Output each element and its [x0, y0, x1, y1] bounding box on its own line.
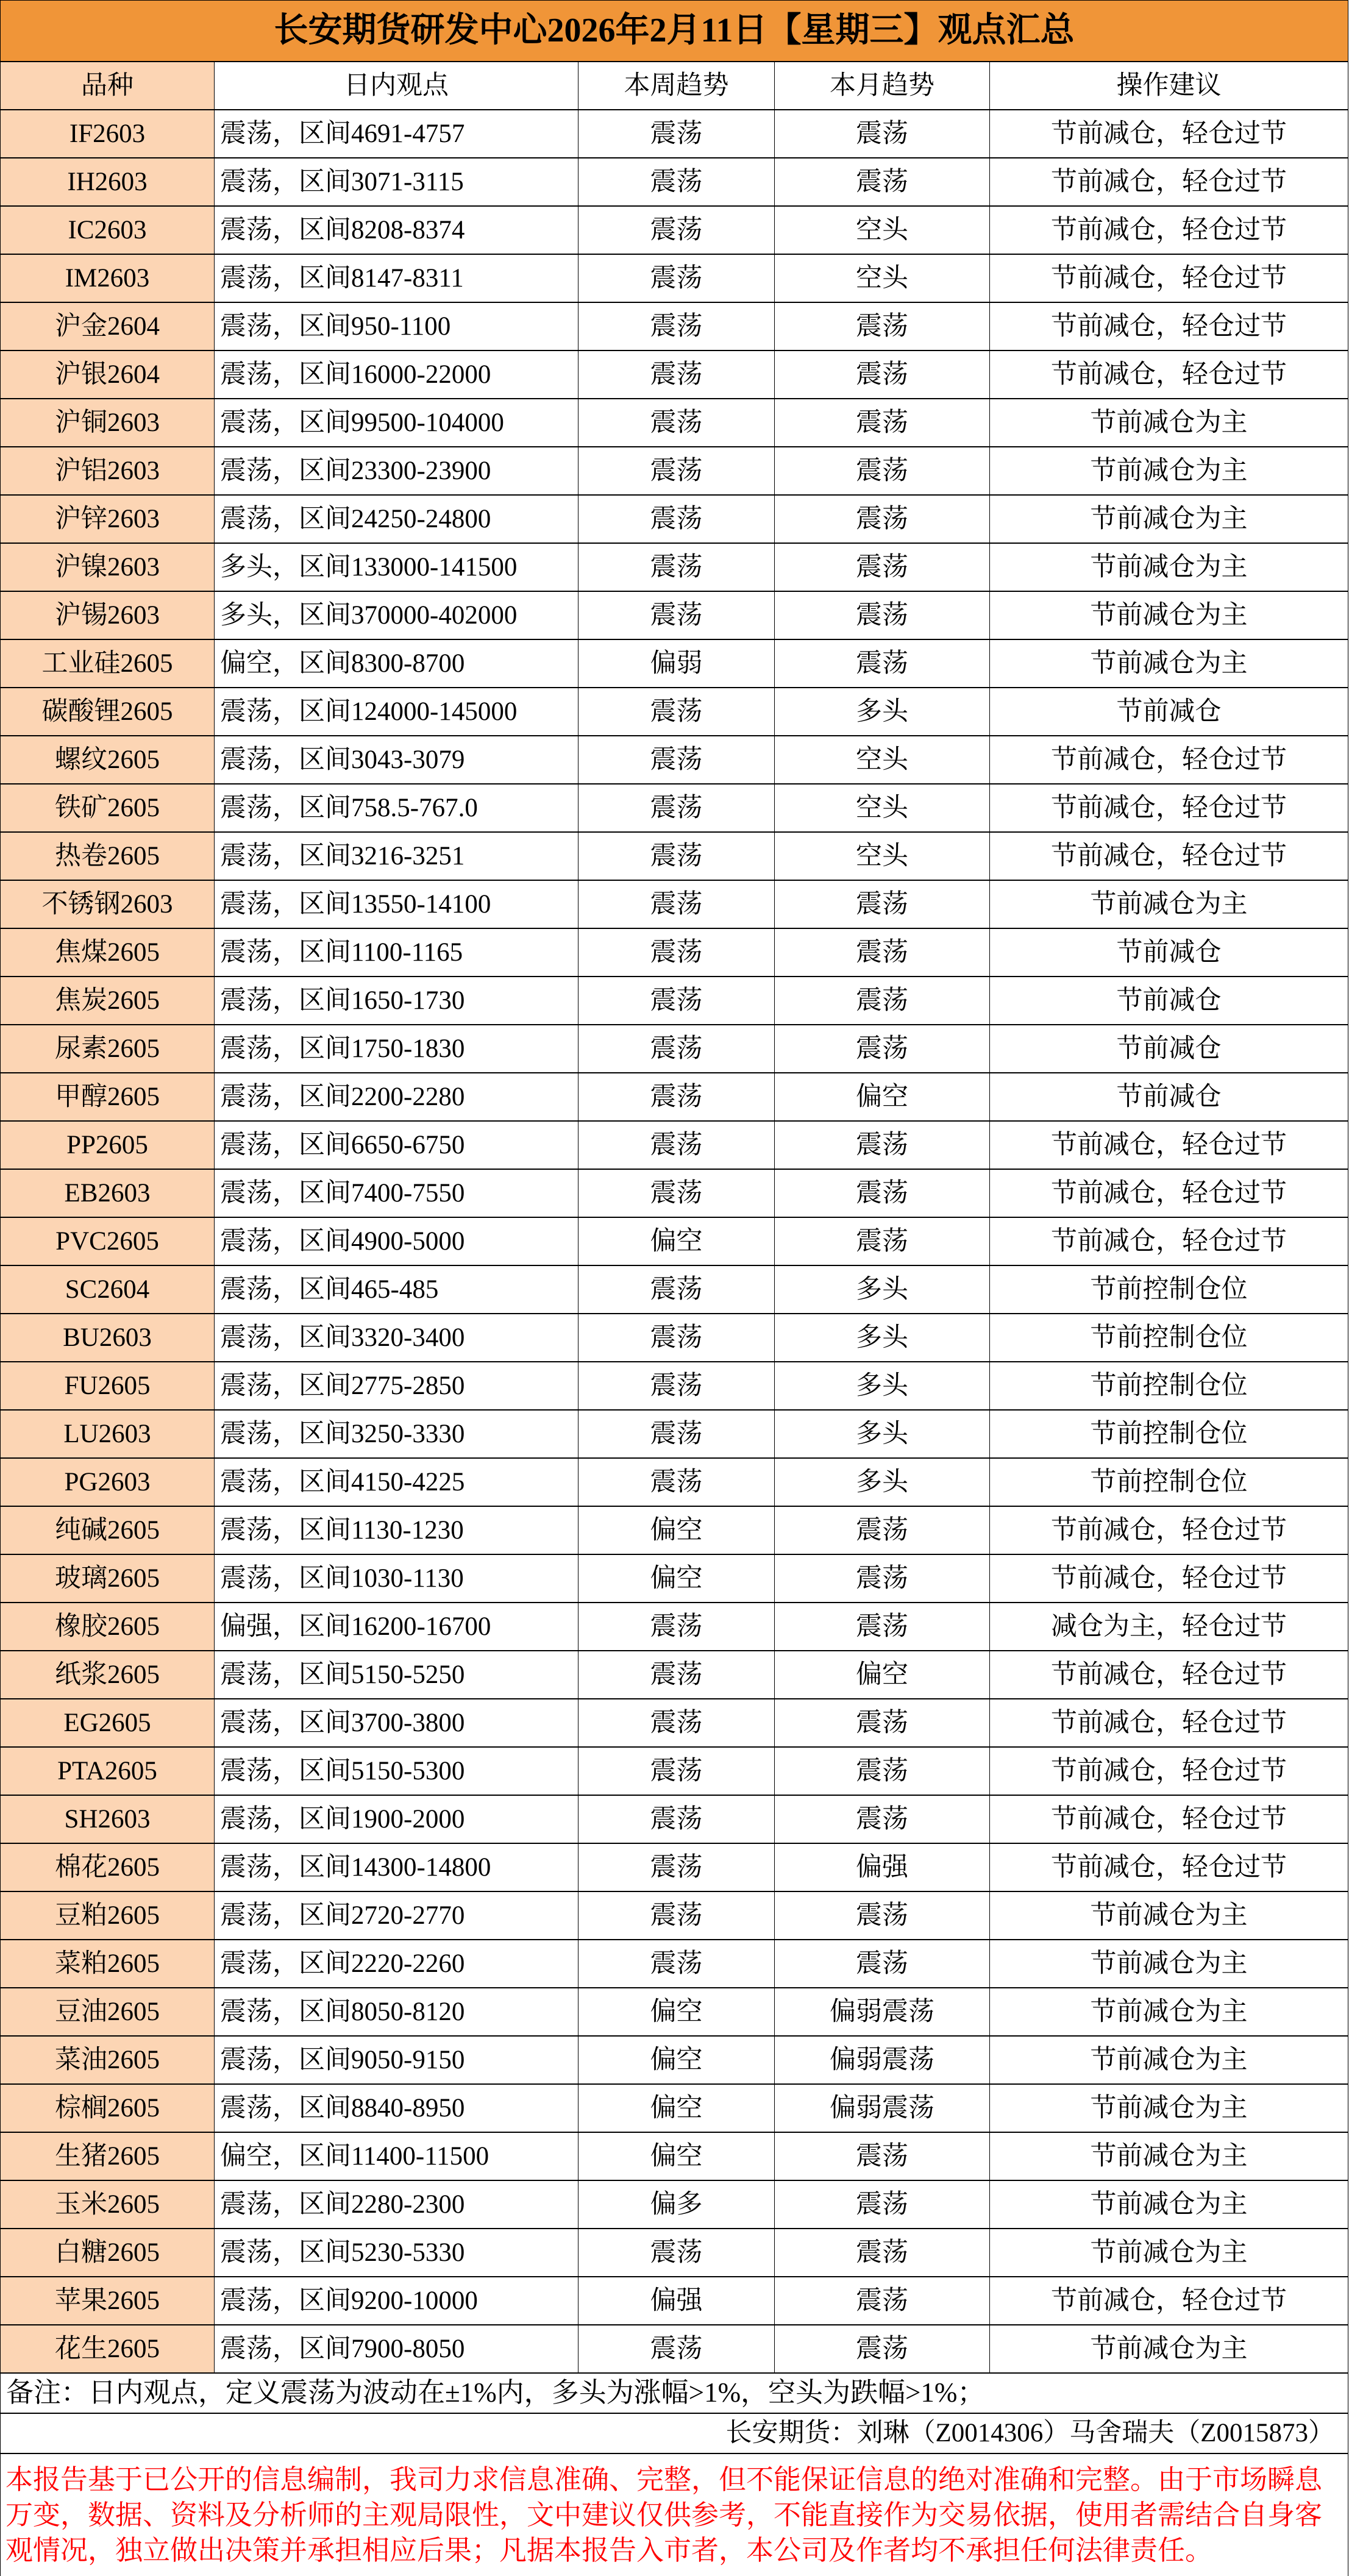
monthly-trend-cell: 空头: [775, 254, 990, 302]
advice-cell: 节前减仓，轻仓过节: [990, 1747, 1348, 1795]
table-row: [1, 1217, 1348, 1265]
weekly-trend-cell: 偏弱: [578, 639, 775, 688]
variety-cell: 沪银2604: [1, 350, 215, 399]
table-row: [1, 447, 1348, 495]
table-row: [1, 1747, 1348, 1795]
monthly-trend-cell: 偏强: [775, 1843, 990, 1891]
advice-cell: 节前减仓，轻仓过节: [990, 1217, 1348, 1265]
advice-cell: 节前控制仓位: [990, 1458, 1348, 1506]
disclaimer-line: 本报告基于已公开的信息编制，我司力求信息准确、完整，但不能保证信息的绝对准确和完整。由于市场瞬息: [5, 2464, 1323, 2495]
table-row: [1, 1940, 1348, 1988]
weekly-trend-cell: 偏强: [578, 2277, 775, 2325]
variety-cell: 白糖2605: [1, 2229, 215, 2277]
intraday-view-cell: 多头，区间133000-141500: [215, 543, 578, 591]
advice-cell: 节前减仓，轻仓过节: [990, 1121, 1348, 1169]
advice-cell: 节前减仓，轻仓过节: [990, 110, 1348, 158]
intraday-view-cell: 震荡，区间9200-10000: [215, 2277, 578, 2325]
table-row: [1, 1362, 1348, 1410]
variety-cell: 碳酸锂2605: [1, 688, 215, 736]
variety-cell: 纯碱2605: [1, 1506, 215, 1554]
monthly-trend-cell: 震荡: [775, 158, 990, 206]
monthly-trend-cell: 震荡: [775, 1891, 990, 1940]
intraday-view-cell: 震荡，区间1130-1230: [215, 1506, 578, 1554]
intraday-view-cell: 震荡，区间2720-2770: [215, 1891, 578, 1940]
table-row: [1, 591, 1348, 639]
advice-cell: 节前减仓，轻仓过节: [990, 1506, 1348, 1554]
intraday-view-cell: 震荡，区间99500-104000: [215, 399, 578, 447]
variety-cell: 纸浆2605: [1, 1651, 215, 1699]
monthly-trend-cell: 震荡: [775, 110, 990, 158]
intraday-view-cell: 多头，区间370000-402000: [215, 591, 578, 639]
table-row: [1, 688, 1348, 736]
advice-cell: 节前减仓: [990, 1073, 1348, 1121]
monthly-trend-cell: 多头: [775, 1314, 990, 1362]
intraday-view-cell: 震荡，区间465-485: [215, 1265, 578, 1314]
variety-cell: 沪镍2603: [1, 543, 215, 591]
intraday-view-cell: 震荡，区间2200-2280: [215, 1073, 578, 1121]
table-row: [1, 832, 1348, 880]
advice-cell: 节前减仓，轻仓过节: [990, 736, 1348, 784]
weekly-trend-cell: 震荡: [578, 254, 775, 302]
weekly-trend-cell: 震荡: [578, 832, 775, 880]
column-header-advice: 操作建议: [990, 62, 1348, 110]
column-header-intraday-view: 日内观点: [215, 62, 578, 110]
monthly-trend-cell: 震荡: [775, 880, 990, 928]
table-row: [1, 2277, 1348, 2325]
definition-note: 备注：日内观点，定义震荡为波动在±1%内，多头为涨幅>1%，空头为跌幅>1%；: [1, 2373, 1348, 2413]
intraday-view-cell: 震荡，区间3320-3400: [215, 1314, 578, 1362]
table-row: [1, 736, 1348, 784]
monthly-trend-cell: 震荡: [775, 1217, 990, 1265]
monthly-trend-cell: 震荡: [775, 350, 990, 399]
monthly-trend-cell: 震荡: [775, 1747, 990, 1795]
variety-cell: 菜油2605: [1, 2036, 215, 2084]
intraday-view-cell: 震荡，区间4150-4225: [215, 1458, 578, 1506]
variety-cell: IM2603: [1, 254, 215, 302]
variety-cell: BU2603: [1, 1314, 215, 1362]
intraday-view-cell: 震荡，区间5150-5250: [215, 1651, 578, 1699]
advice-cell: 节前减仓，轻仓过节: [990, 350, 1348, 399]
advice-cell: 节前减仓，轻仓过节: [990, 832, 1348, 880]
variety-cell: 菜粕2605: [1, 1940, 215, 1988]
variety-cell: 沪铝2603: [1, 447, 215, 495]
variety-cell: 沪锌2603: [1, 495, 215, 543]
monthly-trend-cell: 空头: [775, 832, 990, 880]
monthly-trend-cell: 震荡: [775, 543, 990, 591]
table-row: [1, 2036, 1348, 2084]
intraday-view-cell: 震荡，区间2775-2850: [215, 1362, 578, 1410]
monthly-trend-cell: 多头: [775, 1458, 990, 1506]
weekly-trend-cell: 偏空: [578, 2084, 775, 2132]
advice-cell: 节前减仓为主: [990, 447, 1348, 495]
table-row: [1, 495, 1348, 543]
variety-cell: PTA2605: [1, 1747, 215, 1795]
weekly-trend-cell: 震荡: [578, 880, 775, 928]
variety-cell: 沪铜2603: [1, 399, 215, 447]
weekly-trend-cell: 震荡: [578, 206, 775, 254]
variety-cell: IF2603: [1, 110, 215, 158]
table-row: [1, 1265, 1348, 1314]
advice-cell: 节前控制仓位: [990, 1314, 1348, 1362]
weekly-trend-cell: 震荡: [578, 399, 775, 447]
intraday-view-cell: 震荡，区间3071-3115: [215, 158, 578, 206]
table-row: [1, 1073, 1348, 1121]
advice-cell: 节前减仓为主: [990, 2084, 1348, 2132]
intraday-view-cell: 震荡，区间1030-1130: [215, 1554, 578, 1603]
weekly-trend-cell: 偏空: [578, 1988, 775, 2036]
monthly-trend-cell: 震荡: [775, 1025, 990, 1073]
monthly-trend-cell: 震荡: [775, 2325, 990, 2373]
advice-cell: 节前减仓，轻仓过节: [990, 1699, 1348, 1747]
weekly-trend-cell: 震荡: [578, 1169, 775, 1217]
weekly-trend-cell: 偏空: [578, 1554, 775, 1603]
monthly-trend-cell: 偏空: [775, 1073, 990, 1121]
intraday-view-cell: 震荡，区间9050-9150: [215, 2036, 578, 2084]
weekly-trend-cell: 震荡: [578, 1651, 775, 1699]
table-row: [1, 110, 1348, 158]
table-row: [1, 784, 1348, 832]
weekly-trend-cell: 震荡: [578, 1362, 775, 1410]
advice-cell: 节前减仓为主: [990, 2180, 1348, 2229]
weekly-trend-cell: 震荡: [578, 495, 775, 543]
column-header-weekly-trend: 本周趋势: [578, 62, 775, 110]
variety-cell: 工业硅2605: [1, 639, 215, 688]
intraday-view-cell: 偏空，区间8300-8700: [215, 639, 578, 688]
intraday-view-cell: 震荡，区间13550-14100: [215, 880, 578, 928]
monthly-trend-cell: 震荡: [775, 447, 990, 495]
advice-cell: 节前减仓，轻仓过节: [990, 1651, 1348, 1699]
intraday-view-cell: 震荡，区间14300-14800: [215, 1843, 578, 1891]
monthly-trend-cell: 震荡: [775, 1699, 990, 1747]
weekly-trend-cell: 震荡: [578, 977, 775, 1025]
header-row: [1, 62, 1348, 110]
weekly-trend-cell: 震荡: [578, 543, 775, 591]
table-row: [1, 1169, 1348, 1217]
intraday-view-cell: 震荡，区间5150-5300: [215, 1747, 578, 1795]
variety-cell: SH2603: [1, 1795, 215, 1843]
variety-cell: 豆粕2605: [1, 1891, 215, 1940]
advice-cell: 节前减仓，轻仓过节: [990, 2277, 1348, 2325]
monthly-trend-cell: 多头: [775, 1410, 990, 1458]
advice-cell: 节前减仓: [990, 977, 1348, 1025]
variety-cell: 棕榈2605: [1, 2084, 215, 2132]
monthly-trend-cell: 震荡: [775, 1795, 990, 1843]
intraday-view-cell: 震荡，区间758.5-767.0: [215, 784, 578, 832]
weekly-trend-cell: 震荡: [578, 784, 775, 832]
monthly-trend-cell: 多头: [775, 688, 990, 736]
intraday-view-cell: 震荡，区间1750-1830: [215, 1025, 578, 1073]
weekly-trend-cell: 震荡: [578, 350, 775, 399]
advice-cell: 节前减仓，轻仓过节: [990, 302, 1348, 350]
advice-cell: 节前减仓: [990, 928, 1348, 977]
table-row: [1, 158, 1348, 206]
table-row: [1, 639, 1348, 688]
intraday-view-cell: 震荡，区间3250-3330: [215, 1410, 578, 1458]
variety-cell: 沪金2604: [1, 302, 215, 350]
weekly-trend-cell: 偏空: [578, 2132, 775, 2180]
monthly-trend-cell: 多头: [775, 1362, 990, 1410]
table-row: [1, 2229, 1348, 2277]
signature-row: [1, 2413, 1348, 2453]
table-row: [1, 1554, 1348, 1603]
monthly-trend-cell: 震荡: [775, 2277, 990, 2325]
monthly-trend-cell: 震荡: [775, 1506, 990, 1554]
monthly-trend-cell: 震荡: [775, 591, 990, 639]
table-row: [1, 1699, 1348, 1747]
variety-cell: 花生2605: [1, 2325, 215, 2373]
variety-cell: 橡胶2605: [1, 1603, 215, 1651]
variety-cell: 苹果2605: [1, 2277, 215, 2325]
advice-cell: 节前控制仓位: [990, 1265, 1348, 1314]
table-row: [1, 399, 1348, 447]
monthly-trend-cell: 震荡: [775, 1603, 990, 1651]
intraday-view-cell: 震荡，区间6650-6750: [215, 1121, 578, 1169]
weekly-trend-cell: 震荡: [578, 1410, 775, 1458]
intraday-view-cell: 偏空，区间11400-11500: [215, 2132, 578, 2180]
intraday-view-cell: 震荡，区间4900-5000: [215, 1217, 578, 1265]
table-row: [1, 1603, 1348, 1651]
table-row: [1, 977, 1348, 1025]
monthly-trend-cell: 震荡: [775, 1940, 990, 1988]
monthly-trend-cell: 震荡: [775, 977, 990, 1025]
table-row: [1, 254, 1348, 302]
intraday-view-cell: 震荡，区间950-1100: [215, 302, 578, 350]
advice-cell: 节前控制仓位: [990, 1362, 1348, 1410]
variety-cell: PP2605: [1, 1121, 215, 1169]
note-row: [1, 2373, 1348, 2413]
weekly-trend-cell: 震荡: [578, 110, 775, 158]
advice-cell: 节前减仓为主: [990, 1940, 1348, 1988]
advice-cell: 节前减仓，轻仓过节: [990, 206, 1348, 254]
table-row: [1, 302, 1348, 350]
disclaimer-line: 万变，数据、资料及分析师的主观局限性，文中建议仅供参考，不能直接作为交易依据，使用者需结合自身客: [5, 2499, 1323, 2530]
advice-cell: 节前减仓，轻仓过节: [990, 1795, 1348, 1843]
weekly-trend-cell: 震荡: [578, 2325, 775, 2373]
weekly-trend-cell: 震荡: [578, 1025, 775, 1073]
advice-cell: 减仓为主，轻仓过节: [990, 1603, 1348, 1651]
variety-cell: 尿素2605: [1, 1025, 215, 1073]
variety-cell: 豆油2605: [1, 1988, 215, 2036]
monthly-trend-cell: 震荡: [775, 495, 990, 543]
monthly-trend-cell: 偏空: [775, 1651, 990, 1699]
weekly-trend-cell: 偏空: [578, 1217, 775, 1265]
table-row: [1, 543, 1348, 591]
weekly-trend-cell: 震荡: [578, 1314, 775, 1362]
weekly-trend-cell: 震荡: [578, 736, 775, 784]
table-row: [1, 2132, 1348, 2180]
table-row: [1, 1410, 1348, 1458]
monthly-trend-cell: 震荡: [775, 2229, 990, 2277]
table-row: [1, 206, 1348, 254]
variety-cell: EB2603: [1, 1169, 215, 1217]
variety-cell: FU2605: [1, 1362, 215, 1410]
monthly-trend-cell: 多头: [775, 1265, 990, 1314]
variety-cell: 不锈钢2603: [1, 880, 215, 928]
variety-cell: 玉米2605: [1, 2180, 215, 2229]
title-row: [1, 1, 1348, 62]
table-row: [1, 2325, 1348, 2373]
monthly-trend-cell: 震荡: [775, 302, 990, 350]
advice-cell: 节前减仓为主: [990, 495, 1348, 543]
intraday-view-cell: 震荡，区间23300-23900: [215, 447, 578, 495]
table-row: [1, 2180, 1348, 2229]
advice-cell: 节前减仓为主: [990, 1988, 1348, 2036]
table-row: [1, 2084, 1348, 2132]
intraday-view-cell: 震荡，区间4691-4757: [215, 110, 578, 158]
monthly-trend-cell: 震荡: [775, 2132, 990, 2180]
advice-cell: 节前减仓，轻仓过节: [990, 254, 1348, 302]
advice-cell: 节前减仓，轻仓过节: [990, 1554, 1348, 1603]
disclaimer: [1, 2453, 1348, 2576]
weekly-trend-cell: 偏空: [578, 2036, 775, 2084]
weekly-trend-cell: 震荡: [578, 1458, 775, 1506]
weekly-trend-cell: 震荡: [578, 1747, 775, 1795]
table-row: [1, 1314, 1348, 1362]
weekly-trend-cell: 震荡: [578, 1699, 775, 1747]
advice-cell: 节前减仓为主: [990, 2132, 1348, 2180]
advice-cell: 节前减仓: [990, 688, 1348, 736]
weekly-trend-cell: 震荡: [578, 1795, 775, 1843]
variety-cell: 热卷2605: [1, 832, 215, 880]
intraday-view-cell: 震荡，区间3043-3079: [215, 736, 578, 784]
intraday-view-cell: 震荡，区间2280-2300: [215, 2180, 578, 2229]
advice-cell: 节前减仓为主: [990, 543, 1348, 591]
advice-cell: 节前减仓为主: [990, 399, 1348, 447]
variety-cell: 焦炭2605: [1, 977, 215, 1025]
monthly-trend-cell: 偏弱震荡: [775, 2036, 990, 2084]
intraday-view-cell: 震荡，区间8050-8120: [215, 1988, 578, 2036]
weekly-trend-cell: 震荡: [578, 1891, 775, 1940]
table-row: [1, 1988, 1348, 2036]
weekly-trend-cell: 震荡: [578, 1121, 775, 1169]
monthly-trend-cell: 震荡: [775, 1121, 990, 1169]
variety-cell: PG2603: [1, 1458, 215, 1506]
advice-cell: 节前减仓为主: [990, 880, 1348, 928]
monthly-trend-cell: 偏弱震荡: [775, 1988, 990, 2036]
intraday-view-cell: 震荡，区间8208-8374: [215, 206, 578, 254]
intraday-view-cell: 震荡，区间8147-8311: [215, 254, 578, 302]
intraday-view-cell: 震荡，区间7400-7550: [215, 1169, 578, 1217]
advice-cell: 节前控制仓位: [990, 1410, 1348, 1458]
table-row: [1, 1843, 1348, 1891]
intraday-view-cell: 震荡，区间5230-5330: [215, 2229, 578, 2277]
advice-cell: 节前减仓为主: [990, 1891, 1348, 1940]
intraday-view-cell: 震荡，区间1900-2000: [215, 1795, 578, 1843]
monthly-trend-cell: 空头: [775, 736, 990, 784]
monthly-trend-cell: 震荡: [775, 399, 990, 447]
intraday-view-cell: 震荡，区间24250-24800: [215, 495, 578, 543]
monthly-trend-cell: 震荡: [775, 2180, 990, 2229]
weekly-trend-cell: 震荡: [578, 928, 775, 977]
variety-cell: 铁矿2605: [1, 784, 215, 832]
variety-cell: IC2603: [1, 206, 215, 254]
variety-cell: 螺纹2605: [1, 736, 215, 784]
weekly-trend-cell: 偏多: [578, 2180, 775, 2229]
analyst-signature: 长安期货：刘琳（Z0014306）马舍瑞夫（Z0015873）: [1, 2413, 1348, 2453]
column-header-monthly-trend: 本月趋势: [775, 62, 990, 110]
advice-cell: 节前减仓，轻仓过节: [990, 784, 1348, 832]
intraday-view-cell: 震荡，区间7900-8050: [215, 2325, 578, 2373]
advice-cell: 节前减仓为主: [990, 2036, 1348, 2084]
monthly-trend-cell: 震荡: [775, 1554, 990, 1603]
weekly-trend-cell: 震荡: [578, 1073, 775, 1121]
weekly-trend-cell: 震荡: [578, 1603, 775, 1651]
variety-cell: 生猪2605: [1, 2132, 215, 2180]
monthly-trend-cell: 空头: [775, 206, 990, 254]
intraday-view-cell: 震荡，区间1650-1730: [215, 977, 578, 1025]
advice-cell: 节前减仓，轻仓过节: [990, 1843, 1348, 1891]
weekly-trend-cell: 震荡: [578, 1940, 775, 1988]
weekly-trend-cell: 震荡: [578, 591, 775, 639]
monthly-trend-cell: 震荡: [775, 928, 990, 977]
variety-cell: 玻璃2605: [1, 1554, 215, 1603]
variety-cell: IH2603: [1, 158, 215, 206]
advice-cell: 节前减仓，轻仓过节: [990, 158, 1348, 206]
advice-cell: 节前减仓为主: [990, 2325, 1348, 2373]
weekly-trend-cell: 震荡: [578, 2229, 775, 2277]
advice-cell: 节前减仓，轻仓过节: [990, 1169, 1348, 1217]
weekly-trend-cell: 震荡: [578, 302, 775, 350]
weekly-trend-cell: 震荡: [578, 1843, 775, 1891]
table-row: [1, 1458, 1348, 1506]
table-row: [1, 1651, 1348, 1699]
intraday-view-cell: 偏强，区间16200-16700: [215, 1603, 578, 1651]
variety-cell: 焦煤2605: [1, 928, 215, 977]
intraday-view-cell: 震荡，区间3216-3251: [215, 832, 578, 880]
disclaimer-line: 观情况，独立做出决策并承担相应后果；凡据本报告入市者，本公司及作者均不承担任何法律责任。: [5, 2535, 1213, 2566]
intraday-view-cell: 震荡，区间2220-2260: [215, 1940, 578, 1988]
weekly-trend-cell: 偏空: [578, 1506, 775, 1554]
monthly-trend-cell: 偏弱震荡: [775, 2084, 990, 2132]
advice-cell: 节前减仓为主: [990, 591, 1348, 639]
advice-cell: 节前减仓为主: [990, 2229, 1348, 2277]
intraday-view-cell: 震荡，区间3700-3800: [215, 1699, 578, 1747]
intraday-view-cell: 震荡，区间1100-1165: [215, 928, 578, 977]
variety-cell: LU2603: [1, 1410, 215, 1458]
intraday-view-cell: 震荡，区间124000-145000: [215, 688, 578, 736]
monthly-trend-cell: 空头: [775, 784, 990, 832]
table-row: [1, 928, 1348, 977]
variety-cell: SC2604: [1, 1265, 215, 1314]
advice-cell: 节前减仓为主: [990, 639, 1348, 688]
table-row: [1, 1025, 1348, 1073]
variety-cell: 棉花2605: [1, 1843, 215, 1891]
weekly-trend-cell: 震荡: [578, 688, 775, 736]
table-row: [1, 1795, 1348, 1843]
table-row: [1, 880, 1348, 928]
variety-cell: EG2605: [1, 1699, 215, 1747]
variety-cell: 甲醇2605: [1, 1073, 215, 1121]
table-row: [1, 1121, 1348, 1169]
variety-cell: 沪锡2603: [1, 591, 215, 639]
advice-cell: 节前减仓: [990, 1025, 1348, 1073]
weekly-trend-cell: 震荡: [578, 1265, 775, 1314]
report-title: 长安期货研发中心2026年2月11日【星期三】观点汇总: [1, 1, 1348, 62]
table-row: [1, 1506, 1348, 1554]
monthly-trend-cell: 震荡: [775, 639, 990, 688]
intraday-view-cell: 震荡，区间8840-8950: [215, 2084, 578, 2132]
monthly-trend-cell: 震荡: [775, 1169, 990, 1217]
weekly-trend-cell: 震荡: [578, 158, 775, 206]
variety-cell: PVC2605: [1, 1217, 215, 1265]
weekly-trend-cell: 震荡: [578, 447, 775, 495]
column-header-variety: 品种: [1, 62, 215, 110]
table-row: [1, 350, 1348, 399]
disclaimer-row: [1, 2453, 1348, 2576]
intraday-view-cell: 震荡，区间16000-22000: [215, 350, 578, 399]
table-row: [1, 1891, 1348, 1940]
